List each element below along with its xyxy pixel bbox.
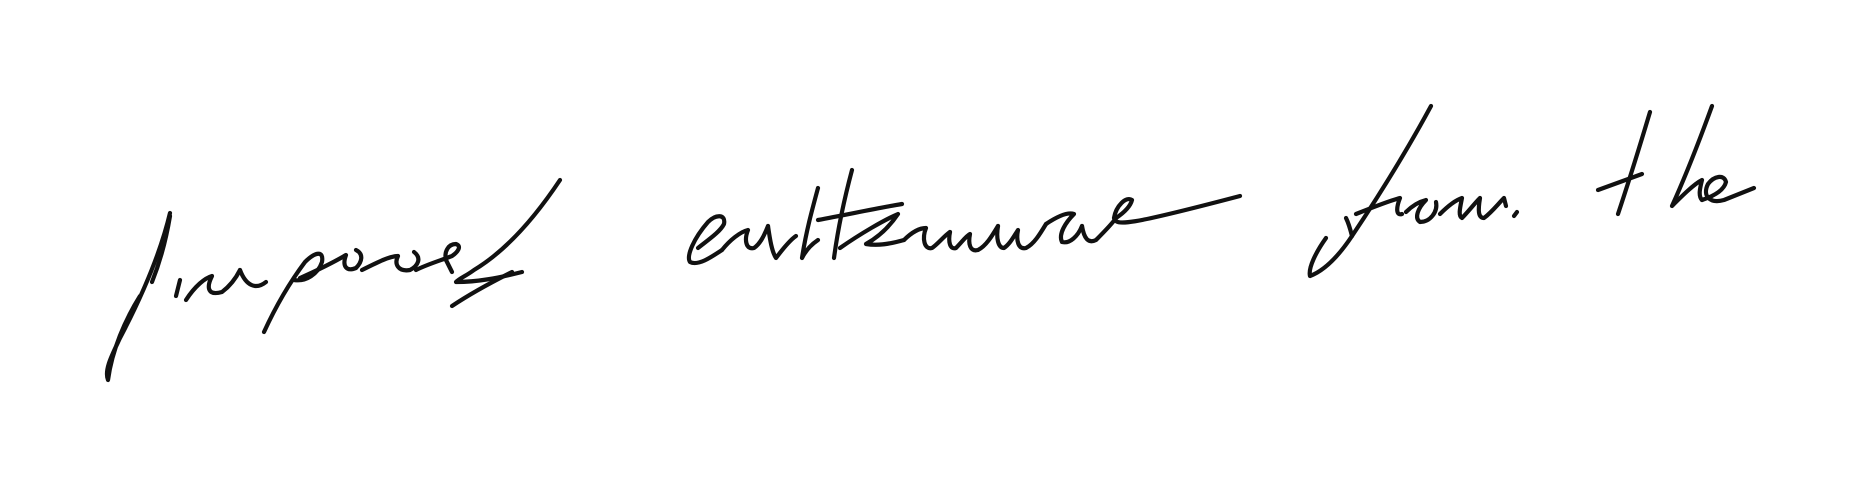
word-earthenware: [689, 170, 1240, 263]
word-fireproof: [107, 180, 560, 380]
word-from: [1310, 106, 1517, 276]
word-the: [1598, 106, 1754, 214]
